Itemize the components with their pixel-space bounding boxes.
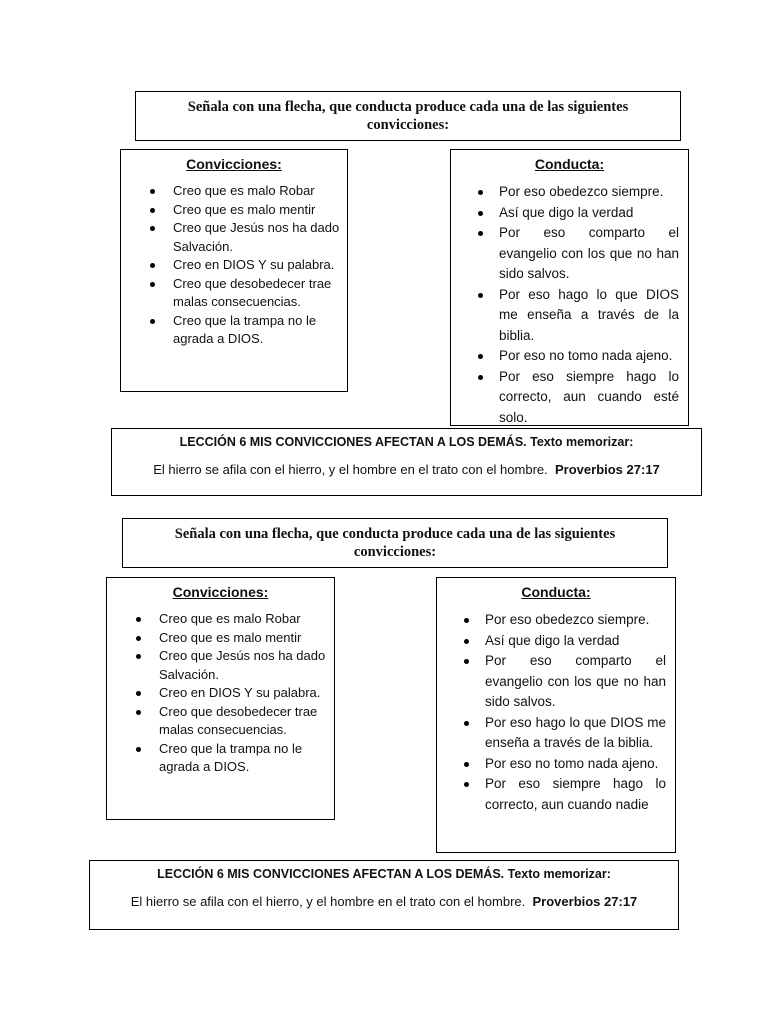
convicciones-list	[121, 182, 347, 349]
list-item: Creo que es malo Robar	[107, 610, 334, 629]
list-item: Por eso siempre hago lo correcto, aun cuando esté solo.	[451, 367, 688, 427]
lesson-box	[111, 428, 702, 496]
verse-text: El hierro se afila con el hierro, y el hombre en el trato con el hombre.	[153, 462, 548, 477]
list-item: Por eso siempre hago lo correcto, aun cuando nadie	[437, 774, 675, 815]
list-item: Por eso no tomo nada ajeno.	[437, 754, 675, 775]
verse-reference: Proverbios 27:17	[555, 462, 660, 477]
lesson-heading: LECCIÓN 6 MIS CONVICCIONES AFECTAN A LOS DEMÁS. Texto memorizar:	[157, 867, 611, 881]
list-item: Creo que es malo mentir	[121, 201, 347, 220]
conducta-heading: Conducta:	[534, 156, 605, 172]
list-item: Creo que desobedecer trae malas consecuencias.	[107, 703, 334, 740]
conducta-list	[437, 610, 675, 815]
convicciones-box	[106, 577, 335, 820]
list-item: Creo que la trampa no le agrada a DIOS.	[121, 312, 347, 349]
convicciones-heading: Convicciones:	[172, 584, 269, 600]
memory-verse	[112, 462, 701, 477]
list-item: Por eso comparto el evangelio con los que no han sido salvos.	[437, 651, 675, 713]
verse-reference: Proverbios 27:17	[532, 894, 638, 909]
verse-text: El hierro se afila con el hierro, y el hombre en el trato con el hombre.	[130, 894, 526, 909]
instruction-text: Señala con una flecha, que conducta produce cada una de las siguientes convicciones:	[174, 526, 616, 560]
list-item: Por eso no tomo nada ajeno.	[451, 346, 688, 367]
instruction-title	[122, 518, 668, 568]
memory-verse	[90, 894, 678, 909]
convicciones-list	[107, 610, 334, 777]
list-item: Creo que Jesús nos ha dado Salvación.	[107, 647, 334, 684]
list-item: Por eso obedezco siempre.	[451, 182, 688, 203]
list-item: Por eso obedezco siempre.	[437, 610, 675, 631]
list-item: Creo que desobedecer trae malas consecuencias.	[121, 275, 347, 312]
instruction-text: Señala con una flecha, que conducta produce cada una de las siguientes convicciones:	[187, 99, 629, 133]
list-item: Así que digo la verdad	[451, 203, 688, 224]
conducta-box	[450, 149, 689, 426]
list-item: Creo en DIOS Y su palabra.	[121, 256, 347, 275]
list-item: Creo que Jesús nos ha dado Salvación.	[121, 219, 347, 256]
list-item: Así que digo la verdad	[437, 631, 675, 652]
conducta-list	[451, 182, 688, 426]
lesson-box	[89, 860, 679, 930]
conducta-box	[436, 577, 676, 853]
instruction-title	[135, 91, 681, 141]
conducta-heading: Conducta:	[521, 584, 591, 600]
convicciones-heading: Convicciones:	[186, 156, 282, 172]
lesson-heading: LECCIÓN 6 MIS CONVICCIONES AFECTAN A LOS DEMÁS. Texto memorizar:	[179, 435, 634, 449]
convicciones-box	[120, 149, 348, 392]
list-item: Por eso hago lo que DIOS me enseña a través de la biblia.	[437, 713, 675, 754]
list-item: Por eso hago lo que DIOS me enseña a través de la biblia.	[451, 285, 688, 347]
list-item: Creo que es malo mentir	[107, 629, 334, 648]
list-item: Creo que la trampa no le agrada a DIOS.	[107, 740, 334, 777]
list-item: Creo en DIOS Y su palabra.	[107, 684, 334, 703]
list-item: Creo que es malo Robar	[121, 182, 347, 201]
list-item: Por eso comparto el evangelio con los que no han sido salvos.	[451, 223, 688, 285]
